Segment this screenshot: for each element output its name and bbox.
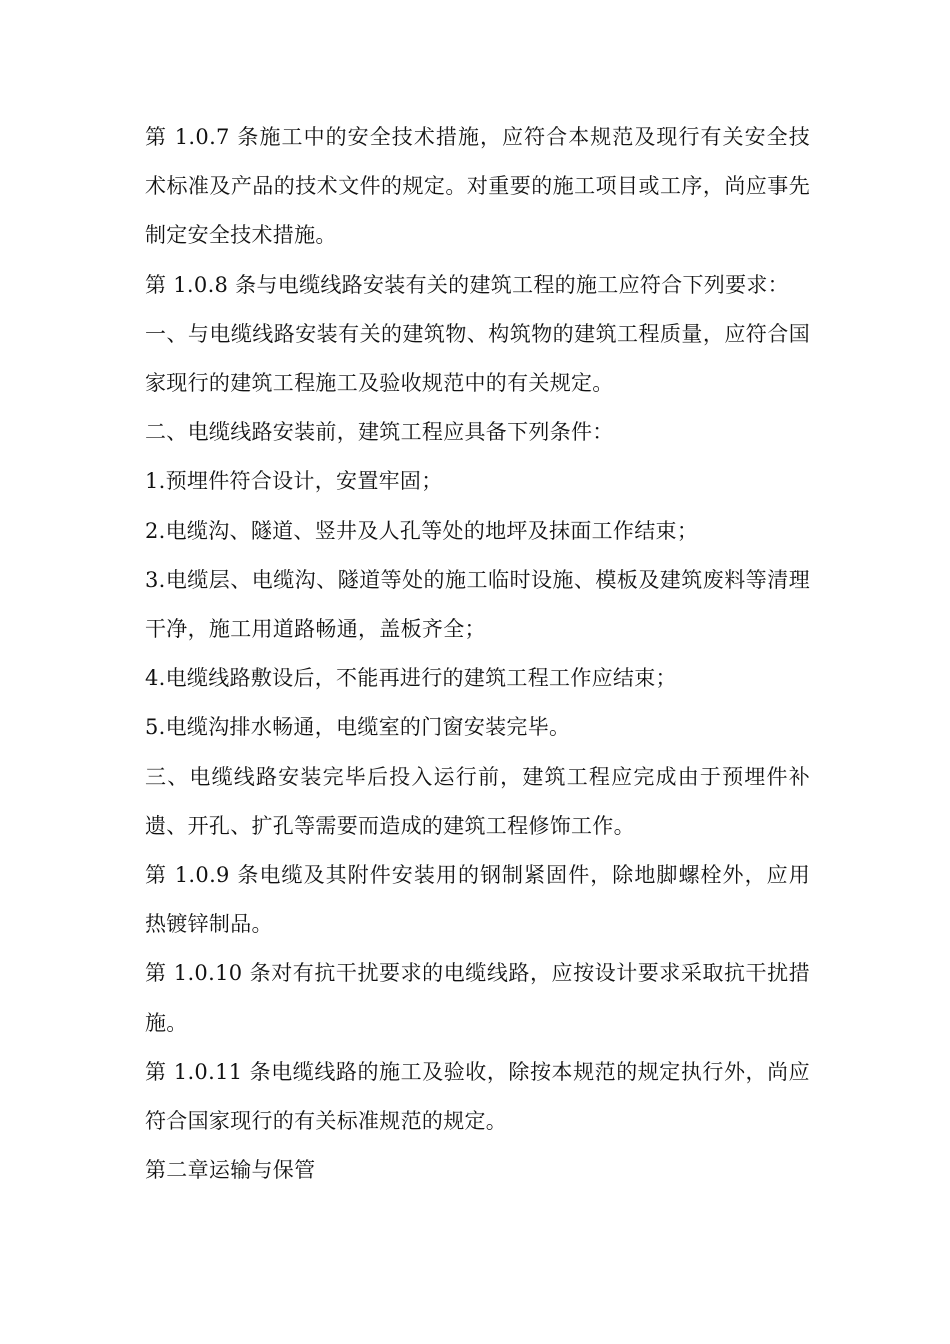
paragraph-1-0-9: 第 1.0.9 条电缆及其附件安装用的钢制紧固件，除地脚螺栓外，应用热镀锌制品。 <box>145 863 810 937</box>
paragraph-sub-2: 2.电缆沟、隧道、竖井及人孔等处的地坪及抹面工作结束； <box>145 518 699 543</box>
paragraph-item-3: 三、电缆线路安装完毕后投入运行前，建筑工程应完成由于预埋件补遗、开孔、扩孔等需要而造成的建筑工程修饰工作。 <box>145 764 810 838</box>
paragraph-item-1: 一、与电缆线路安装有关的建筑物、构筑物的建筑工程质量，应符合国家现行的建筑工程施工及验收规范中的有关规定。 <box>145 321 810 396</box>
paragraph-sub-5: 5.电缆沟排水畅通，电缆室的门窗安装完毕。 <box>145 715 571 740</box>
chapter-heading: 第二章运输与保管 <box>145 1158 316 1183</box>
paragraph-1-0-10: 第 1.0.10 条对有抗干扰要求的电缆线路，应按设计要求采取抗干扰措施。 <box>145 961 810 1035</box>
paragraph-item-2: 二、电缆线路安装前，建筑工程应具备下列条件： <box>145 420 614 445</box>
paragraph-sub-3: 3.电缆层、电缆沟、隧道等处的施工临时设施、模板及建筑废料等清理干净，施工用道路畅通，盖板齐全； <box>145 567 810 642</box>
paragraph-sub-1: 1.预埋件符合设计，安置牢固； <box>145 469 443 494</box>
paragraph-sub-4: 4.电缆线路敷设后，不能再进行的建筑工程工作应结束； <box>145 666 677 691</box>
paragraph-1-0-11: 第 1.0.11 条电缆线路的施工及验收，除按本规范的规定执行外，尚应符合国家现行的有关标准规范的规定。 <box>145 1059 810 1134</box>
paragraph-1-0-7: 第 1.0.7 条施工中的安全技术措施，应符合本规范及现行有关安全技术标准及产品的技术文件的规定。对重要的施工项目或工序，尚应事先制定安全技术措施。 <box>145 125 810 248</box>
document-body <box>145 113 810 1195</box>
paragraph-1-0-8: 第 1.0.8 条与电缆线路安装有关的建筑工程的施工应符合下列要求： <box>145 272 789 297</box>
